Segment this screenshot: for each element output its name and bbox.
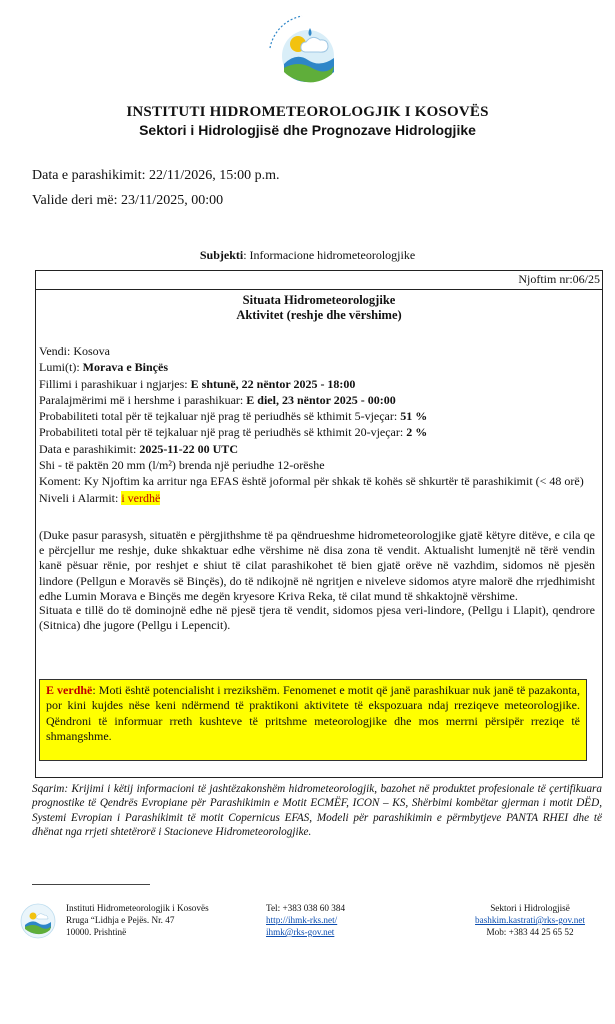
prob20-value: 2 % bbox=[406, 425, 428, 440]
yellow-warning-box bbox=[39, 679, 587, 761]
warning-box-text: : Moti është potencialisht i rrezikshëm. Fenomenet e motit që janë parashikuar nuk janë të pazakonta, por kini kujdes nëse keni ndërmend të praktikoni aktivitete të ekspozuara ndaj rreziqeve meteorologjike. Qëndroni të informuar rreth kushteve të pritshme meteorologjike dhe mos merrni përsipër rreziqe të shmangshme. bbox=[46, 683, 580, 744]
detail-country: Vendi: Kosova bbox=[39, 344, 110, 358]
notice-number: Njoftim nr:06/25 bbox=[518, 272, 600, 286]
detail-prob5 bbox=[39, 408, 595, 424]
river-value: Morava e Binçës bbox=[82, 360, 168, 375]
alarm-level-badge: i verdhë bbox=[121, 490, 161, 505]
situation-paragraph: (Duke pasur parasysh, situatën e përgjithshme të pa qëndrueshme hidrometeorologjike gjatë këtyre ditëve, e cila qe e përcjellur me reshje, duke shkaktuar edhe vërshime në disa zona të vendit. Aktualisht lumenjtë në tërë vendin kanë pësuar rënie, por reshjet e shiut të cilat parashikohet të bien gjatë orëve në vazhdim, sidomos në pjesën lindore (Pellgun e Moravës së Binçës), do të ndikojnë në ngritjen e niveleve sidomos atyre malorë dhe rrjedhimisht edhe Lumin Morava e Binçës me degën kryesore Kriva Reka, të cilat mund të shkaktojnë vërshime. bbox=[39, 528, 595, 603]
start-label: Fillimi i parashikuar i ngjarjes: bbox=[39, 376, 191, 391]
ihmk-footer-logo bbox=[20, 903, 56, 939]
fdate-label: Data e parashikimit: bbox=[39, 441, 140, 456]
prob5-value: 51 % bbox=[400, 409, 428, 424]
footer-contact bbox=[266, 902, 345, 938]
detail-warning bbox=[39, 392, 595, 408]
situation-title: Situata Hidrometeorologjike bbox=[242, 293, 396, 307]
footer-rule bbox=[32, 884, 150, 885]
detail-start bbox=[39, 376, 595, 392]
forecast-date: Data e parashikimit: 22/11/2026, 15:00 p.m. bbox=[32, 168, 280, 183]
subject-value: : Informacione hidrometeorologjike bbox=[243, 248, 416, 262]
prob5-label: Probabiliteti total për të tejkaluar një prag të periudhës së kthimit 5-vjeçar: bbox=[39, 409, 401, 424]
warning-label: Paralajmërimi më i hershme i parashikuar: bbox=[39, 392, 247, 407]
valid-until: Valide deri më: 23/11/2025, 00:00 bbox=[32, 193, 224, 208]
footer-website-link[interactable]: http://ihmk-rks.net/ bbox=[266, 915, 338, 925]
institute-title: INSTITUTI HIDROMETEOROLOGJIK I KOSOVËS bbox=[126, 104, 489, 120]
footer-org-street: Rruga “Lidhja e Pejës. Nr. 47 bbox=[66, 915, 175, 925]
warning-value: E diel, 23 nëntor 2025 - 00:00 bbox=[246, 392, 396, 407]
prob20-label: Probabiliteti total për të tejkaluar një prag të periudhës së kthimit 20-vjeçar: bbox=[39, 425, 407, 440]
footer-org-name: Instituti Hidrometeorologjik i Kosovës bbox=[66, 903, 209, 913]
subject-label: Subjekti bbox=[199, 248, 244, 262]
disclaimer: Sqarim: Krijimi i këtij informacioni të jashtëzakonshëm hidrometeorologjik, bazohet në produktet profesionale të çertifikuara prognostike të Qendrës Evropiane për Parashikimin e Motit ECMËF, ICON – KS, Shërbimi kombëtar gjerman i motit DËD, Systemi Evropian i Parashikimit të motit Copernicus EFAS, Modeli për parashikimin e përmbytjeve PANTA RHEI dhe të dhënat nga rrjeti shtetërorë i Stacioneve Hidrometeorologjike. bbox=[32, 783, 602, 839]
detail-river bbox=[39, 359, 595, 375]
situation-paragraph-2: Situata e tillë do të dominojnë edhe në pjesë tjera të vendit, sidomos pjesa veri-lindore, (Pellgu i Llapit), qendrore (Sitnica) dhe jugore (Pellgu i Lepencit). bbox=[39, 603, 595, 633]
notice-divider bbox=[35, 289, 603, 290]
river-label: Lumi(t): bbox=[39, 360, 83, 375]
fdate-value: 2025-11-22 00 UTC bbox=[139, 441, 238, 456]
footer-sector-email-link[interactable]: bashkim.kastrati@rks-gov.net bbox=[475, 915, 585, 925]
detail-alarm bbox=[39, 490, 595, 506]
detail-forecast-date bbox=[39, 441, 595, 457]
sector-title: Sektori i Hidrologjisë dhe Prognozave Hidrologjike bbox=[139, 122, 476, 138]
ihmk-logo bbox=[262, 8, 354, 100]
footer-sector bbox=[460, 902, 600, 938]
warning-level-label: E verdhë bbox=[46, 683, 93, 697]
footer-organization bbox=[66, 902, 209, 938]
footer-sector-name: Sektori i Hidrologjisë bbox=[490, 903, 570, 913]
detail-rain: Shi - të paktën 20 mm (l/m²) brenda një periudhe 12-orëshe bbox=[39, 458, 325, 473]
footer-email-link[interactable]: ihmk@rks-gov.net bbox=[266, 927, 335, 937]
footer-phone: Tel: +383 038 60 384 bbox=[266, 903, 346, 913]
footer-org-city: 10000. Prishtinë bbox=[66, 927, 127, 937]
situation-subtitle: Aktivitet (reshje dhe vërshime) bbox=[236, 308, 402, 322]
detail-comment: Koment: Ky Njoftim ka arritur nga EFAS është joformal për shkak të kohës së shkurtër të parashikimit (< 48 orë) bbox=[39, 474, 584, 489]
detail-prob20 bbox=[39, 424, 595, 440]
footer-mobile: Mob: +383 44 25 65 52 bbox=[486, 927, 574, 937]
start-value: E shtunë, 22 nëntor 2025 - 18:00 bbox=[190, 376, 356, 391]
alarm-label: Niveli i Alarmit: bbox=[39, 490, 122, 505]
event-details bbox=[39, 343, 595, 506]
subject-line bbox=[0, 248, 615, 263]
